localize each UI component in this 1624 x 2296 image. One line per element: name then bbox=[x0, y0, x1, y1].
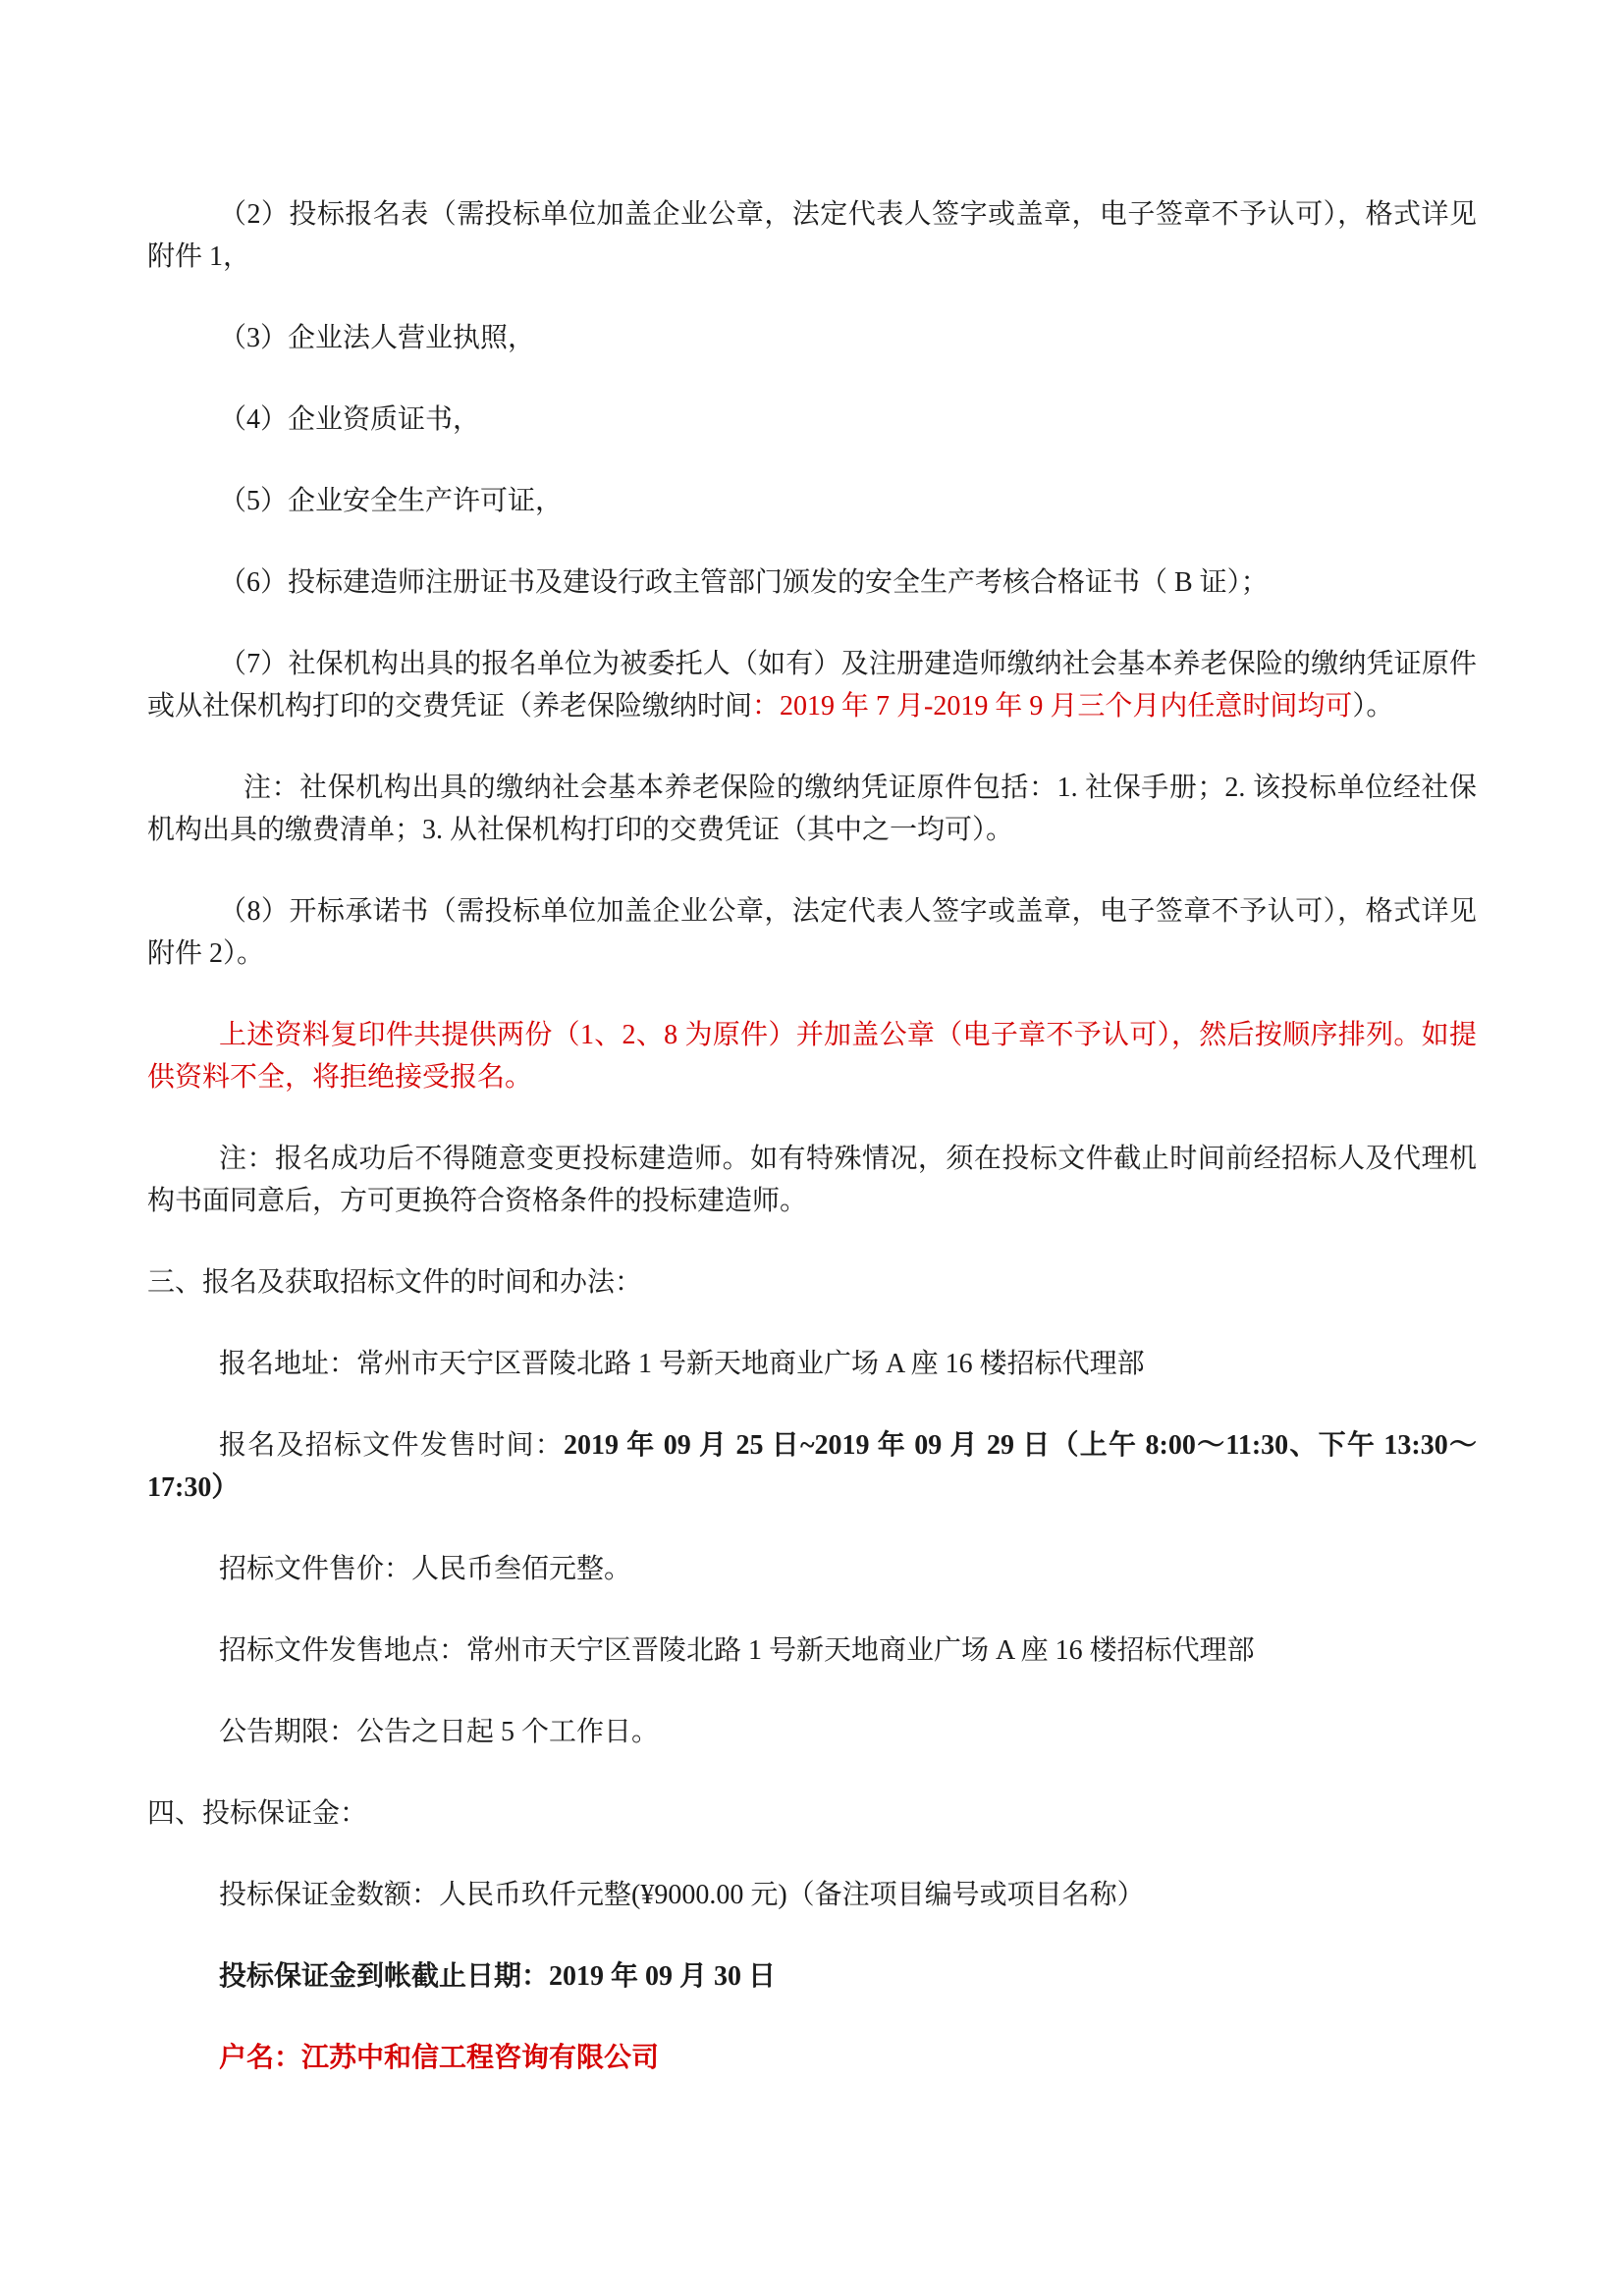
note-social-insurance-originals bbox=[147, 767, 1477, 851]
text-run: 注：报名成功后不得随意变更投标建造师。如有特殊情况，须在投标文件截止时间前经招标人及代理机构书面同意后，方可更换符合资格条件的投标建造师。 bbox=[147, 1144, 1477, 1216]
text-run: 投标保证金到帐截止日期：2019 年 09 月 30 日 bbox=[219, 1961, 777, 1992]
text-run: 报名地址：常州市天宁区晋陵北路 1 号新天地商业广场 A 座 16 楼招标代理部 bbox=[219, 1349, 1145, 1379]
text-run: 2019 年 09 月 25 日~2019 年 09 月 29 日（上午 8:00～11:30、下午 13:30～17:30） bbox=[147, 1430, 1477, 1503]
text-run: 上述资料复印件共提供两份（1、2、8 为原件）并加盖公章（电子章不予认可），然后按顺序排列。如提供资料不全，将拒绝接受报名。 bbox=[147, 1020, 1477, 1093]
text-run: （8）开标承诺书（需投标单位加盖企业公章，法定代表人签字或盖章，电子签章不予认可），格式详见附件 2）。 bbox=[147, 896, 1477, 969]
text-run: 户名：江苏中和信工程咨询有限公司 bbox=[219, 2043, 660, 2073]
item-5-safety-production-license bbox=[147, 480, 1477, 522]
text-run: （7）社保机构出具的报名单位为被委托人（如有）及注册建造师缴纳社会基本养老保险的缴纳凭证原件或从社保机构打印的交费凭证（养老保险缴纳时间 bbox=[147, 649, 1477, 721]
text-run: （3）企业法人营业执照， bbox=[219, 323, 536, 353]
document-body bbox=[147, 193, 1477, 2118]
notice-copies-required bbox=[147, 1014, 1477, 1098]
item-3-business-license bbox=[147, 317, 1477, 359]
section-3-heading bbox=[147, 1261, 1477, 1304]
text-run: 招标文件发售地点：常州市天宁区晋陵北路 1 号新天地商业广场 A 座 16 楼招标代理部 bbox=[219, 1635, 1255, 1666]
text-run: （6）投标建造师注册证书及建设行政主管部门颁发的安全生产考核合格证书（ B 证）； bbox=[219, 567, 1269, 598]
bid-bond-amount bbox=[147, 1874, 1477, 1916]
item-6-builder-registration-certificate bbox=[147, 561, 1477, 604]
text-run: （2）投标报名表（需投标单位加盖企业公章，法定代表人签字或盖章，电子签章不予认可），格式详见附件 1， bbox=[147, 199, 1477, 272]
text-run: 招标文件售价：人民币叁佰元整。 bbox=[219, 1554, 632, 1584]
note-builder-change bbox=[147, 1138, 1477, 1222]
text-run: 报名及招标文件发售时间： bbox=[219, 1430, 564, 1461]
item-7-social-insurance-proof bbox=[147, 643, 1477, 727]
text-run: 公告期限：公告之日起 5 个工作日。 bbox=[219, 1717, 660, 1747]
text-run: 投标保证金数额：人民币玖仟元整(¥9000.00 元)（备注项目编号或项目名称） bbox=[219, 1880, 1145, 1910]
sale-time bbox=[147, 1424, 1477, 1509]
text-run: 三、报名及获取招标文件的时间和办法： bbox=[147, 1267, 643, 1298]
bid-bond-deadline bbox=[147, 1955, 1477, 1998]
text-run: 四、投标保证金： bbox=[147, 1798, 368, 1829]
text-run: （4）企业资质证书， bbox=[219, 404, 481, 435]
item-2-bid-registration-form bbox=[147, 193, 1477, 278]
registration-address bbox=[147, 1343, 1477, 1385]
text-run: ）。 bbox=[1352, 691, 1394, 721]
text-run: （5）企业安全生产许可证， bbox=[219, 486, 564, 516]
text-run: ：2019 年 7 月-2019 年 9 月三个月内任意时间均可 bbox=[752, 691, 1353, 721]
item-4-qualification-certificate bbox=[147, 399, 1477, 441]
text-run: 注：社保机构出具的缴纳社会基本养老保险的缴纳凭证原件包括：1. 社保手册；2. 该投标单位经社保机构出具的缴费清单；3. 从社保机构打印的交费凭证（其中之一均可）。 bbox=[147, 773, 1477, 845]
announcement-period bbox=[147, 1711, 1477, 1753]
account-name bbox=[147, 2037, 1477, 2079]
sale-location bbox=[147, 1629, 1477, 1672]
item-8-bid-opening-commitment bbox=[147, 890, 1477, 975]
document-price bbox=[147, 1548, 1477, 1590]
section-4-heading bbox=[147, 1792, 1477, 1835]
